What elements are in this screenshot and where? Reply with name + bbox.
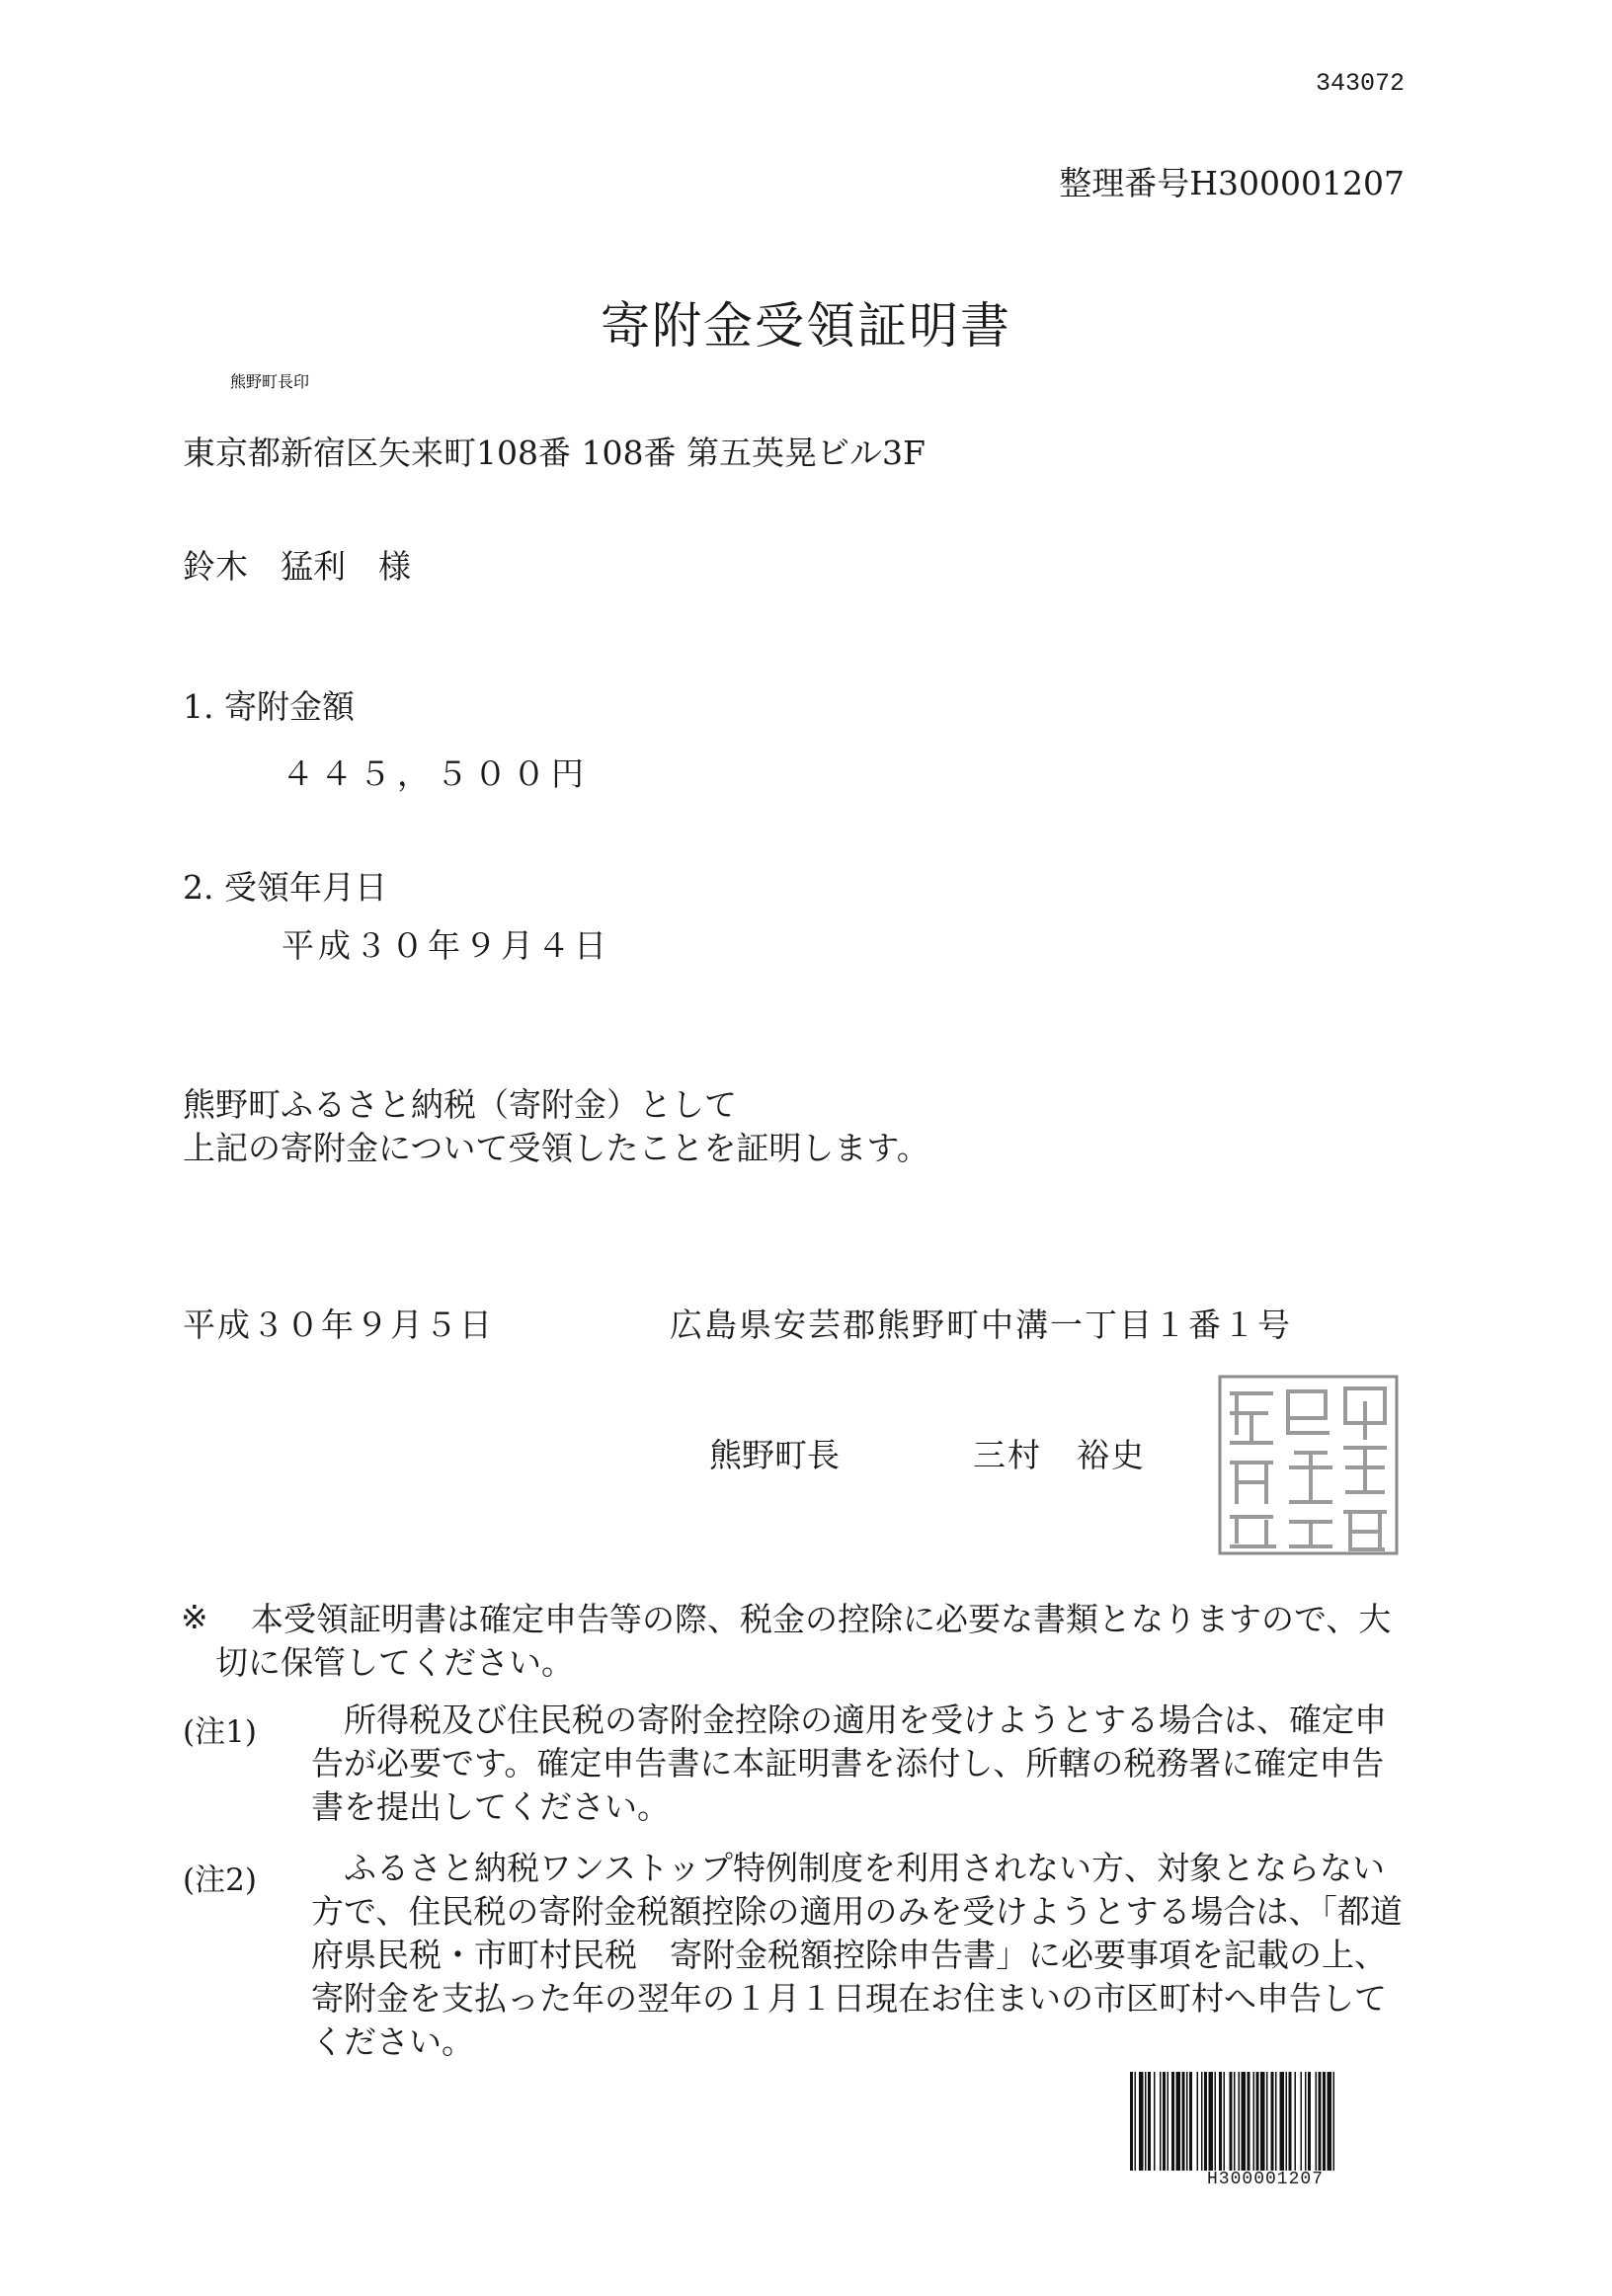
donation-amount-value: ４４５，５００円 bbox=[282, 754, 590, 793]
note1-text: 所得税及び住民税の寄附金控除の適用を受けようとする場合は、確定申告が必要です。確定申告書に本証明書を添付し、所轄の税務署に確定申告書を提出してください。 bbox=[311, 1701, 1387, 1826]
office-address: 広島県安芸郡熊野町中溝一丁目１番１号 bbox=[670, 1306, 1292, 1344]
donation-amount-label: 1. 寄附金額 bbox=[183, 687, 355, 726]
note1-label: (注1) bbox=[183, 1714, 257, 1750]
barcode-text: H300001207 bbox=[1207, 2170, 1325, 2189]
certification-statement bbox=[183, 1083, 929, 1170]
issue-date: 平成３０年９月５日 bbox=[183, 1306, 494, 1344]
main-note: 本受領証明書は確定申告等の際、税金の控除に必要な書類となりますので、大切に保管してください。 bbox=[215, 1600, 1392, 1682]
document-id: 343072 bbox=[1315, 69, 1405, 98]
statement-line-2: 上記の寄附金について受領したことを証明します。 bbox=[183, 1129, 929, 1167]
reference-number: 整理番号H300001207 bbox=[1059, 164, 1405, 202]
document-title: 寄附金受領証明書 bbox=[601, 297, 1011, 355]
mayor-name: 三村 裕史 bbox=[973, 1436, 1146, 1474]
receipt-date-label: 2. 受領年月日 bbox=[183, 868, 387, 907]
statement-line-1: 熊野町ふるさと納税（寄附金）として bbox=[183, 1085, 737, 1124]
mayor-title: 熊野町長 bbox=[709, 1436, 840, 1474]
recipient-address: 東京都新宿区矢来町108番 108番 第五英晃ビル3F bbox=[183, 434, 926, 472]
recipient-name: 鈴木 猛利 様 bbox=[183, 547, 411, 586]
seal-text: 熊野町長印 bbox=[230, 372, 310, 391]
receipt-date-value: 平成３０年９月４日 bbox=[282, 926, 610, 965]
note2-label: (注2) bbox=[183, 1862, 257, 1898]
note2-text: ふるさと納税ワンストップ特例制度を利用されない方、対象とならない方で、住民税の寄附金税額控除の適用のみを受けようとする場合は、「都道府県民税・市町村民税 寄附金税額控除申告書」に必要事項を記載の上、寄附金を支払った年の翌年の１月１日現在お住まいの市区町村へ申告してください。 bbox=[311, 1849, 1403, 2061]
barcode-icon bbox=[1126, 2072, 1412, 2171]
note-mark: ※ bbox=[181, 1598, 208, 1636]
